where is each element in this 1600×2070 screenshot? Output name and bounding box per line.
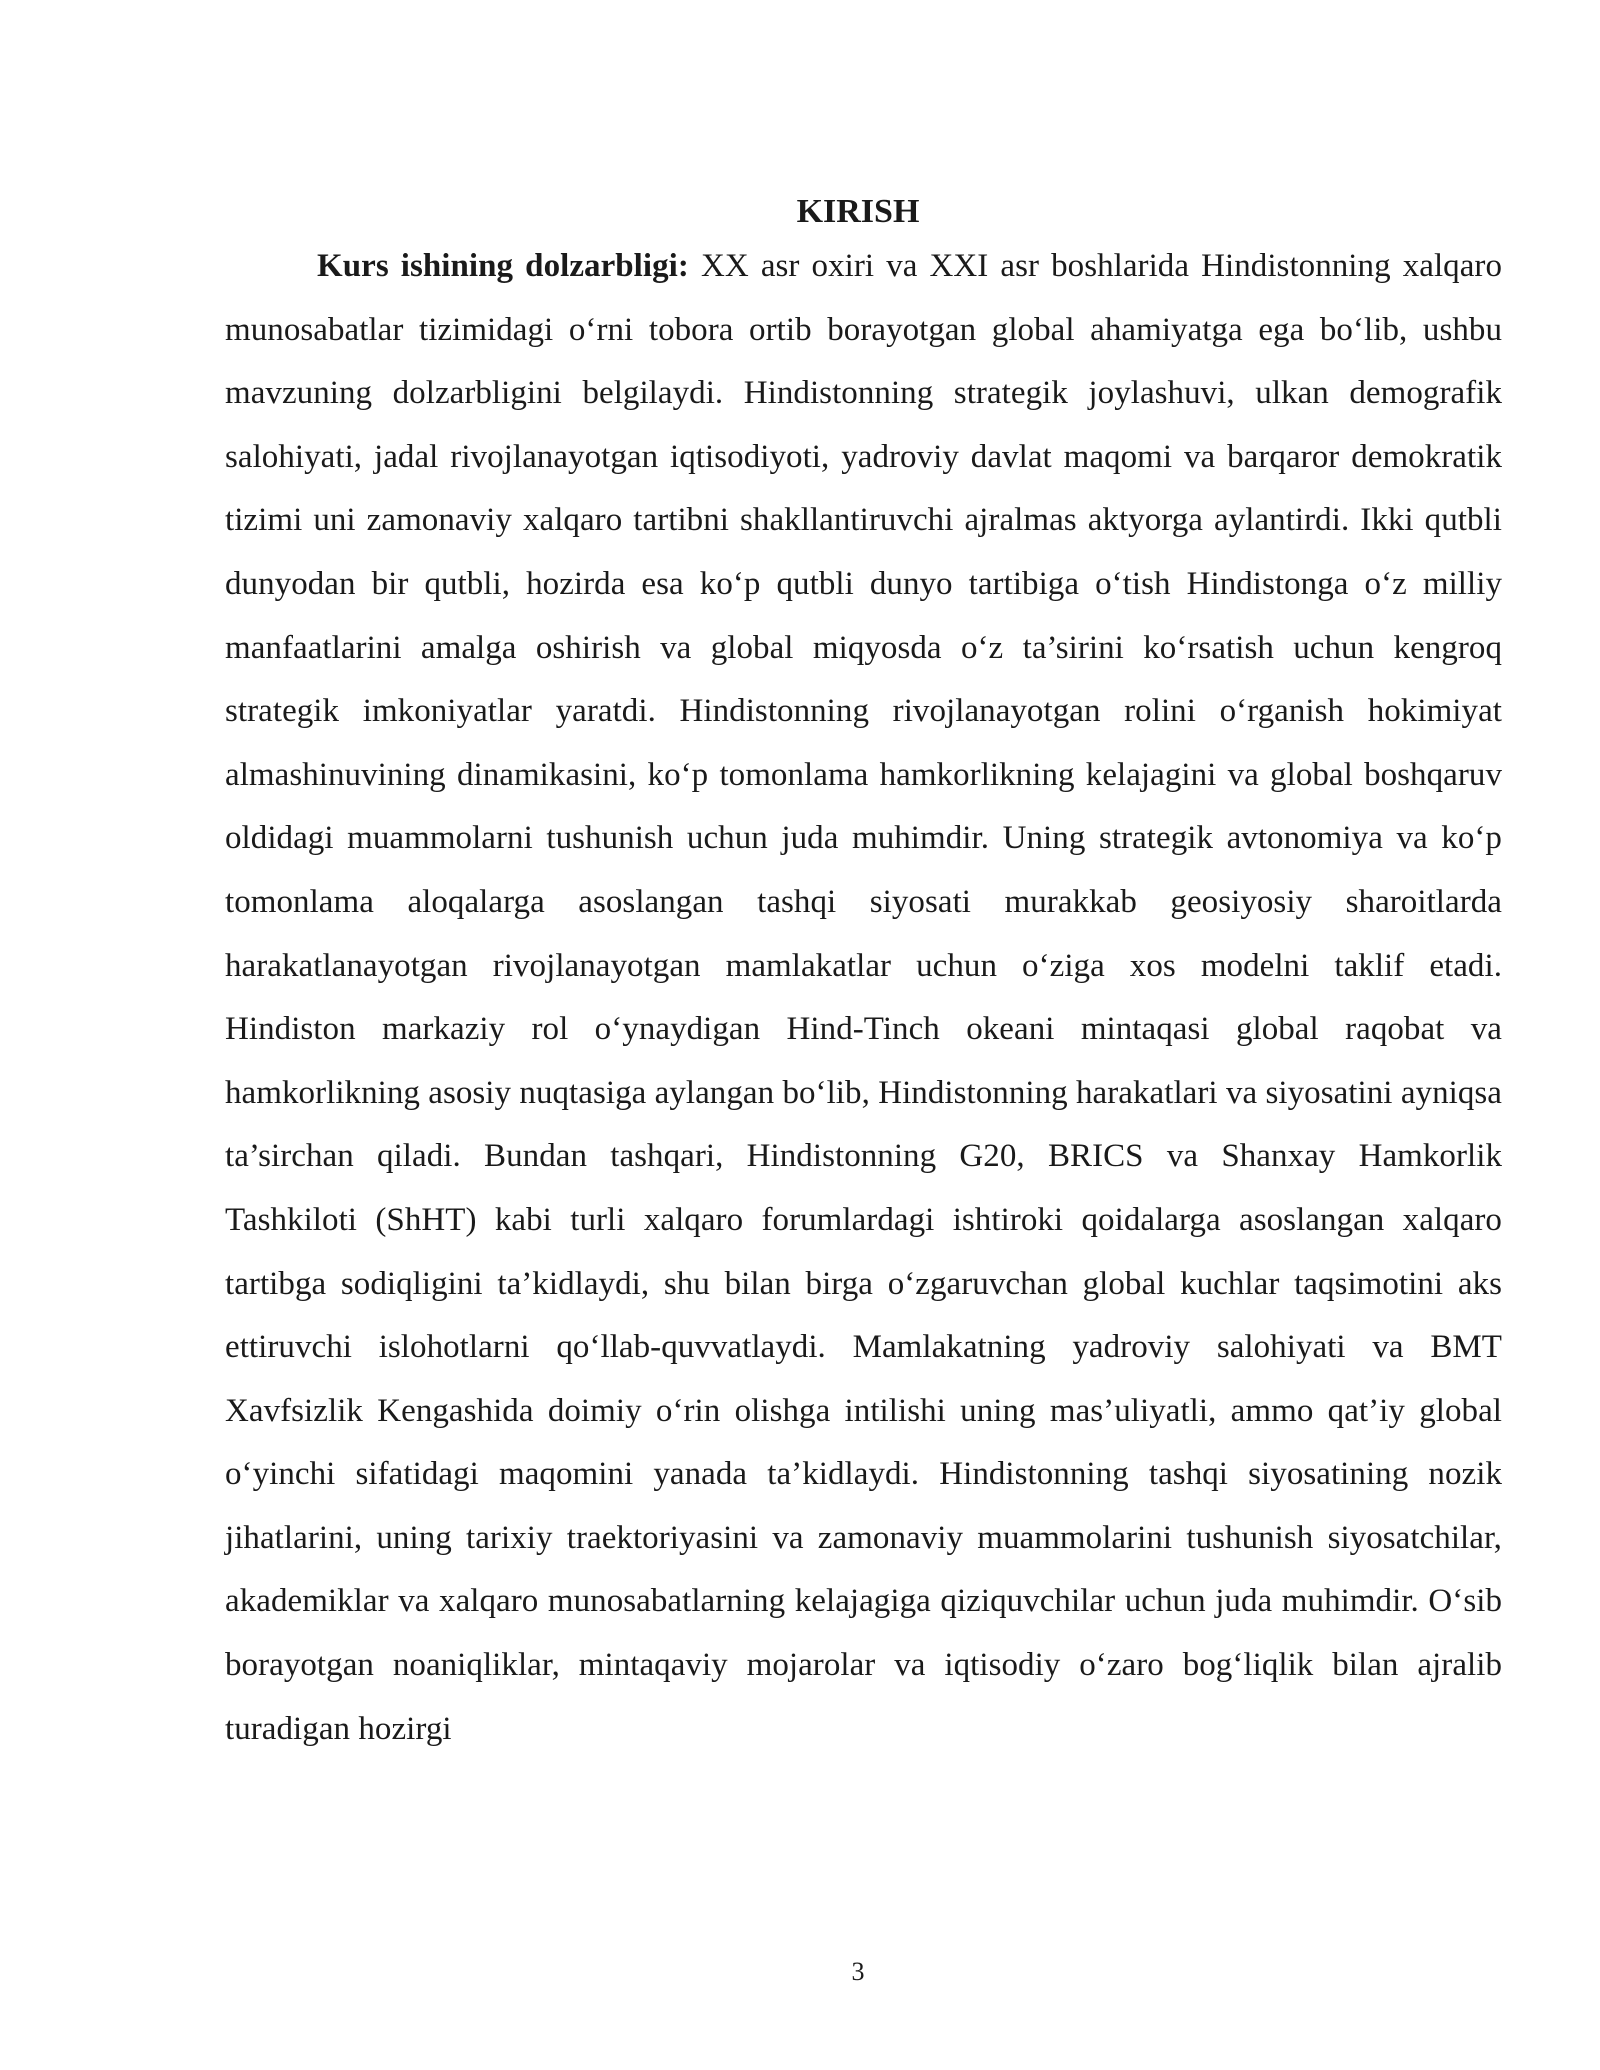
page-heading: KIRISH [796, 193, 920, 230]
lead-in-label: Kurs ishining dolzarbligi: [317, 248, 689, 284]
paragraph-text: XX asr oxiri va XXI asr boshlarida Hindistonning xalqaro munosabatlar tizimidagi o‘rni tobora ortib borayotgan global ahamiyatga ega bo‘lib, ushbu mavzuning dolzarbligini belgilaydi. Hindistonning strategik joylashuvi, ulkan demografik salohiyati, jadal rivojlanayotgan iqtisodiyoti, yadroviy davlat maqomi va barqaror demokratik tizimi uni zamonaviy xalqaro tartibni shakllantiruvchi ajralmas aktyorga aylantirdi. Ikki qutbli dunyodan bir qutbli, hozirda esa ko‘p qutbli dunyo tartibiga o‘tish Hindistonga o‘z milliy manfaatlarini amalga oshirish va global miqyosda o‘z ta’sirini ko‘rsatish uchun kengroq strategik imkoniyatlar yaratdi. Hindistonning rivojlanayotgan rolini o‘rganish hokimiyat almashinuvining dinamikasini, ko‘p tomonlama hamkorlikning kelajagini va global boshqaruv oldidagi muammolarni tushunish uchun juda muhimdir. Uning strategik avtonomiya va ko‘p tomonlama aloqalarga asoslangan tashqi siyosati murakkab geosiyosiy sharoitlarda harakatlanayotgan rivojlanayotgan mamlakatlar uchun o‘ziga xos modelni taklif etadi. Hindiston markaziy rol o‘ynaydigan Hind-Tinch okeani mintaqasi global raqobat va hamkorlikning asosiy nuqtasiga aylangan bo‘lib, Hindistonning harakatlari va siyosatini ayniqsa ta’sirchan qiladi. Bundan tashqari, Hindistonning G20, BRICS va Shanxay Hamkorlik Tashkiloti (ShHT) kabi turli xalqaro forumlardagi ishtiroki qoidalarga asoslangan xalqaro tartibga sodiqligini ta’kidlaydi, shu bilan birga o‘zgaruvchan global kuchlar taqsimotini aks ettiruvchi islohotlarni qo‘llab-quvvatlaydi. Mamlakatning yadroviy salohiyati va BMT Xavfsizlik Kengashida doimiy o‘rin olishga intilishi uning mas’uliyatli, ammo qat’iy global o‘yinchi sifatidagi maqomini yanada ta’kidlaydi. Hindistonning tashqi siyosatining nozik jihatlarini, uning tarixiy traektoriyasini va zamonaviy muammolarini tushunish siyosatchilar, akademiklar va xalqaro munosabatlarning kelajagiga qiziquvchilar uchun juda muhimdir. O‘sib borayotgan noaniqliklar, mintaqaviy mojarolar va iqtisodiy o‘zaro bog‘liqlik bilan ajralib turadigan hozirgi [225, 248, 1502, 1747]
page-number: 3 [851, 1957, 865, 1986]
body-paragraph [225, 235, 1502, 1761]
